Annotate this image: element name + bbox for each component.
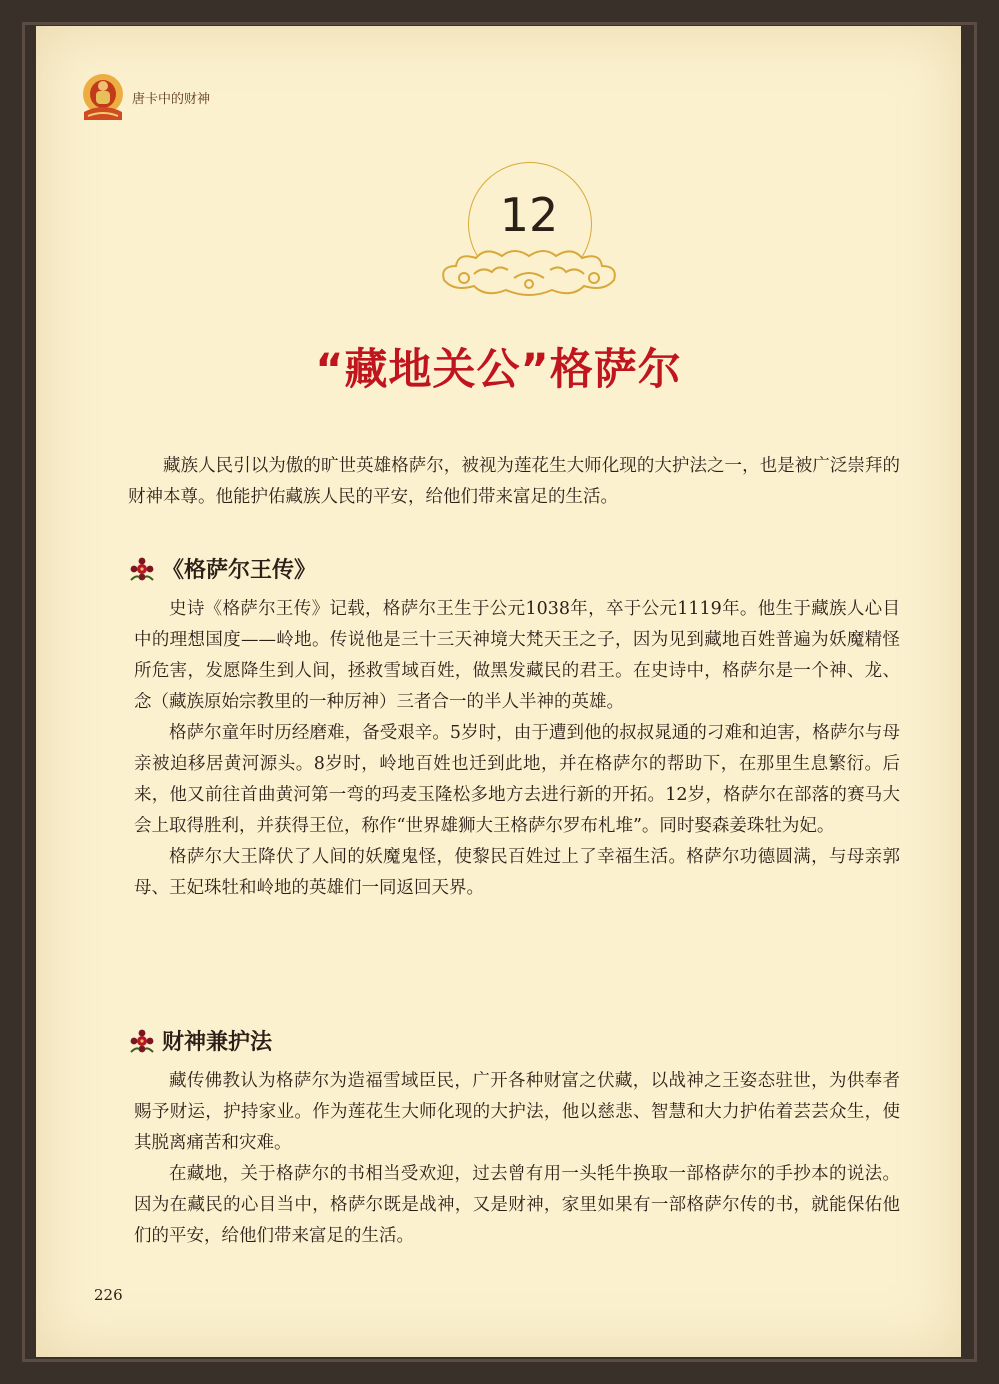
section-heading-text: 财神兼护法 (162, 1029, 273, 1055)
section-gesar-epic (134, 594, 900, 904)
section-wealth-protector (134, 1066, 900, 1252)
deity-thangka-thumbnail-icon (80, 72, 126, 122)
book-page (36, 26, 961, 1357)
cloud-icon (434, 240, 624, 304)
section-heading-text: 《格萨尔王传》 (162, 557, 317, 583)
section-heading-gesar-epic (128, 553, 316, 584)
intro-paragraph: 藏族人民引以为傲的旷世英雄格萨尔，被视为莲花生大师化现的大护法之一，也是被广泛崇拜的财神本尊。他能护佑藏族人民的平安，给他们带来富足的生活。 (128, 456, 900, 507)
flower-icon (128, 555, 156, 583)
chapter-number: 12 (499, 188, 559, 242)
section-paragraph: 格萨尔童年时历经磨难，备受艰辛。5岁时，由于遭到他的叔叔晁通的刁难和迫害，格萨尔与母亲被迫移居黄河源头。8岁时，岭地百姓也迁到此地，并在格萨尔的帮助下，在那里生息繁衍。后来，他又前往首曲黄河第一弯的玛麦玉隆松多地方去进行新的开拓。12岁，格萨尔在部落的赛马大会上取得胜利，并获得王位，称作“世界雄狮大王格萨尔罗布札堆”。同时娶森姜珠牡为妃。 (134, 723, 900, 836)
section-heading-wealth-protector (128, 1025, 272, 1056)
section-paragraph: 在藏地，关于格萨尔的书相当受欢迎，过去曾有用一头牦牛换取一部格萨尔的手抄本的说法。因为在藏民的心目当中，格萨尔既是战神，又是财神，家里如果有一部格萨尔传的书，就能保佑他们的平安，给他们带来富足的生活。 (134, 1164, 900, 1246)
running-head-title: 唐卡中的财神 (132, 91, 211, 107)
chapter-title: “藏地关公”格萨尔 (315, 345, 682, 395)
section-paragraph: 史诗《格萨尔王传》记载，格萨尔王生于公元1038年，卒于公元1119年。他生于藏族人心目中的理想国度——岭地。传说他是三十三天神境大梵天王之子，因为见到藏地百姓普遍为妖魔精怪所危害，发愿降生到人间，拯救雪域百姓，做黑发藏民的君王。在史诗中，格萨尔是一个神、龙、念（藏族原始宗教里的一种厉神）三者合一的半人半神的英雄。 (134, 599, 900, 712)
intro-block (128, 451, 900, 513)
running-head (80, 72, 210, 122)
section-paragraph: 藏传佛教认为格萨尔为造福雪域臣民，广开各种财富之伏藏，以战神之王姿态驻世，为供奉者赐予财运，护持家业。作为莲花生大师化现的大护法，他以慈悲、智慧和大力护佑着芸芸众生，使其脱离痛苦和灾难。 (134, 1071, 900, 1153)
page-number: 226 (94, 1286, 123, 1304)
flower-icon (128, 1027, 156, 1055)
section-paragraph: 格萨尔大王降伏了人间的妖魔鬼怪，使黎民百姓过上了幸福生活。格萨尔功德圆满，与母亲郭母、王妃珠牡和岭地的英雄们一同返回天界。 (134, 847, 900, 898)
chapter-badge (434, 174, 624, 304)
